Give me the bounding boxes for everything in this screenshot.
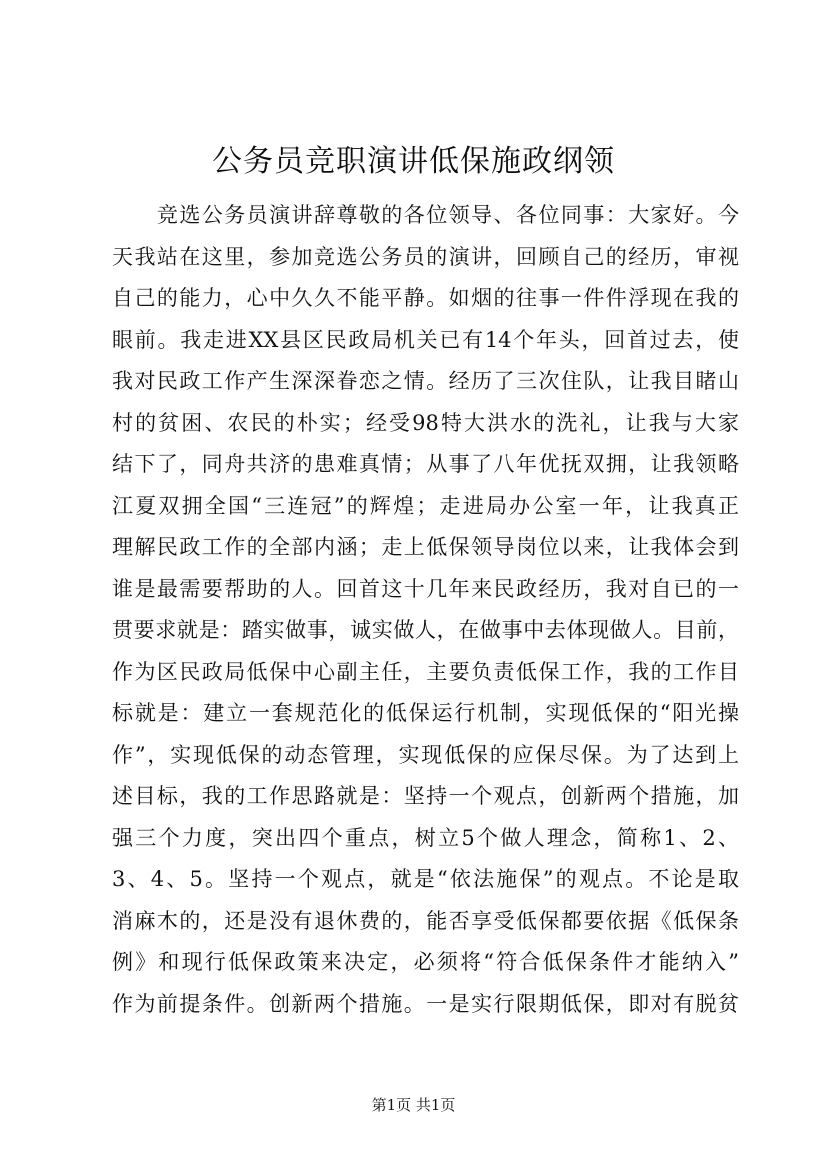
document-body: [112, 195, 739, 1025]
body-line: 理解民政工作的全部内涵；走上低保领导岗位以来，让我体会到: [112, 535, 739, 559]
body-line: 作”，实现低保的动态管理，实现低保的应保尽保。为了达到上: [112, 742, 739, 767]
document-title: 公务员竞职演讲低保施政纲领: [212, 144, 615, 179]
body-line: 结下了，同舟共济的患难真情；从事了八年优抚双拥，让我领略: [112, 452, 739, 476]
body-line: 江夏双拥全国“三连冠”的辉煌；走进局办公室一年，让我真正: [112, 493, 739, 518]
body-line: 眼前。我走进XX县区民政局机关已有14个年头，回首过去，使: [112, 327, 739, 352]
body-line: 我对民政工作产生深深眷恋之情。经历了三次住队，让我目睹山: [112, 369, 739, 393]
body-line: 谁是最需要帮助的人。回首这十几年来民政经历，我对自已的一: [112, 576, 739, 601]
body-line: 述目标，我的工作思路就是：坚持一个观点，创新两个措施，加: [112, 784, 739, 808]
page-footer: 第1页 共1页: [371, 1096, 456, 1114]
body-line: 天我站在这里，参加竞选公务员的演讲，回顾自己的经历，审视: [112, 244, 739, 269]
body-line: 作为区民政局低保中心副主任，主要负责低保工作，我的工作目: [112, 659, 739, 684]
body-line: 消麻木的，还是没有退休费的，能否享受低保都要依据《低保条: [112, 908, 739, 933]
body-line: 例》和现行低保政策来决定，必须将“符合低保条件才能纳入”: [112, 950, 739, 974]
body-line: 3、4、5。坚持一个观点，就是“依法施保”的观点。不论是取: [112, 867, 739, 891]
body-line: 自己的能力，心中久久不能平静。如烟的往事一件件浮现在我的: [112, 286, 739, 310]
body-line: 贯要求就是：踏实做事，诚实做人，在做事中去体现做人。目前，: [112, 618, 739, 642]
body-line: 竞选公务员演讲辞尊敬的各位领导、各位同事：大家好。今: [112, 203, 739, 227]
body-line: 强三个力度，突出四个重点，树立5个做人理念，简称1、2、: [112, 825, 739, 850]
body-line: 标就是：建立一套规范化的低保运行机制，实现低保的“阳光操: [112, 701, 739, 725]
body-line: 村的贫困、农民的朴实；经受98特大洪水的洗礼，让我与大家: [112, 410, 739, 435]
body-line: 作为前提条件。创新两个措施。一是实行限期低保，即对有脱贫: [112, 991, 739, 1016]
